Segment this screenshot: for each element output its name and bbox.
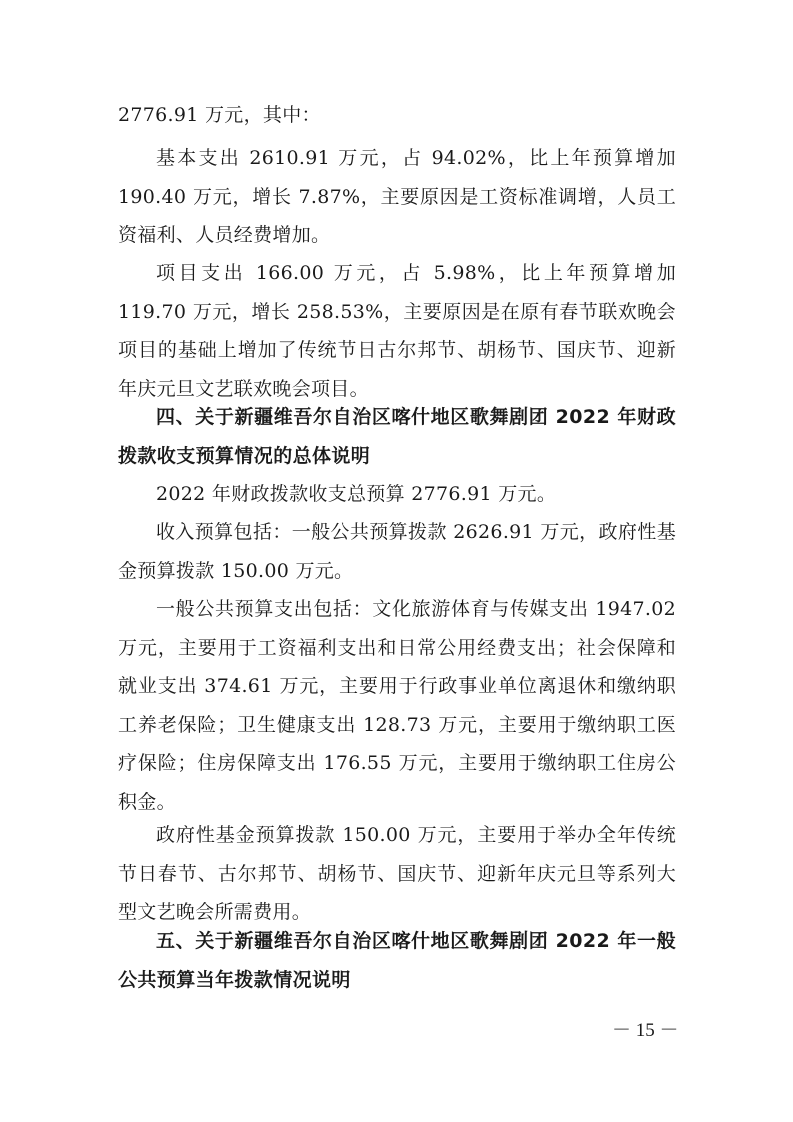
paragraph-income-budget: 收入预算包括：一般公共预算拨款 2626.91 万元，政府性基金预算拨款 150.00 万元。: [118, 521, 676, 582]
page-number: － 15 －: [612, 1020, 679, 1041]
paragraph-general-public-expenditure: 一般公共预算支出包括：文化旅游体育与传媒支出 1947.02 万元，主要用于工资福利支出和日常公用经费支出；社会保障和就业支出 374.61 万元，主要用于行政事业单位离退休和缴纳职工养老保险；卫生健康支出 128.73 万元，主要用于缴纳职工医疗保险；住房保障支出 176.55 万元，主要用于缴纳职工住房公积金。: [118, 598, 676, 813]
paragraph-fiscal-total-budget: 2022 年财政拨款收支总预算 2776.91 万元。: [156, 483, 557, 505]
paragraph-government-fund-appropriation: 政府性基金预算拨款 150.00 万元，主要用于举办全年传统节日春节、古尔邦节、胡杨节、国庆节、迎新年庆元旦等系列大型文艺晚会所需费用。: [118, 824, 676, 923]
paragraph-total-continuation: 2776.91 万元，其中：: [118, 104, 321, 126]
paragraph-basic-expenditure: 基本支出 2610.91 万元，占 94.02%，比上年预算增加 190.40 万元，增长 7.87%，主要原因是工资标准调增，人员工资福利、人员经费增加。: [118, 147, 676, 246]
paragraph-project-expenditure: 项目支出 166.00 万元，占 5.98%，比上年预算增加 119.70 万元，增长 258.53%，主要原因是在原有春节联欢晚会项目的基础上增加了传统节日古尔邦节、胡杨节、国庆节、迎新年庆元旦文艺联欢晚会项目。: [118, 262, 676, 400]
section-heading-4: 四、关于新疆维吾尔自治区喀什地区歌舞剧团 2022 年财政拨款收支预算情况的总体说明: [118, 406, 676, 467]
section-heading-5: 五、关于新疆维吾尔自治区喀什地区歌舞剧团 2022 年一般公共预算当年拨款情况说明: [118, 930, 676, 991]
